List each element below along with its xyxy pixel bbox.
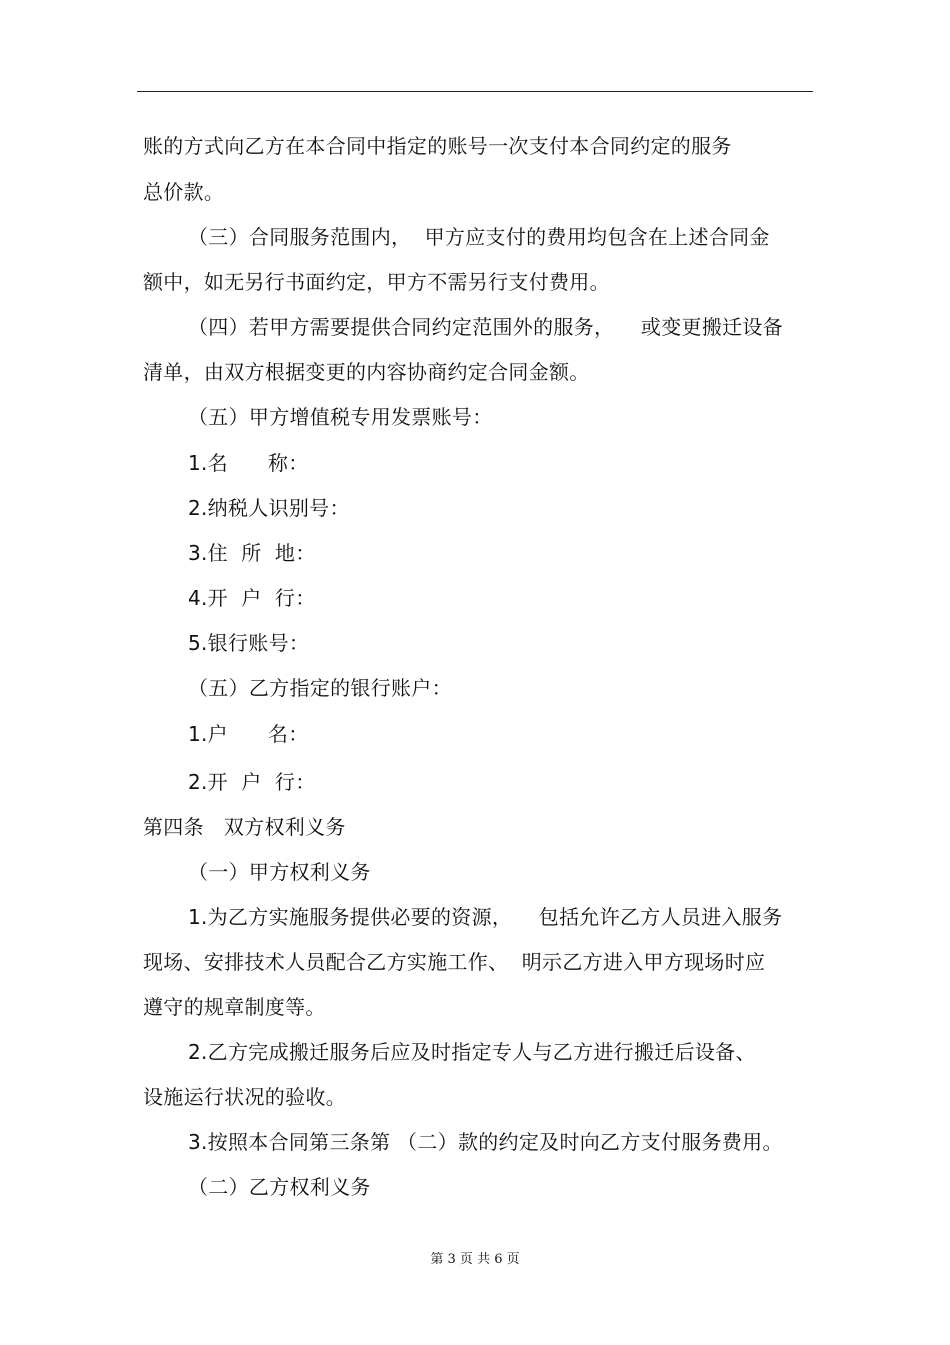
clause-4-line-2: 清单，由双方根据变更的内容协商约定合同金额。 — [143, 360, 590, 384]
invoice-name-field: 1.名 称： — [188, 451, 309, 475]
clause-4-line-1: （四）若甲方需要提供合同约定范围外的服务， 或变更搬迁设备 — [188, 315, 784, 339]
party-a-item-1-line-2: 现场、安排技术人员配合乙方实施工作、 明示乙方进入甲方现场时应 — [143, 950, 766, 974]
party-a-item-2-line-2: 设施运行状况的验收。 — [143, 1085, 346, 1109]
party-a-heading: （一）甲方权利义务 — [188, 860, 371, 884]
party-b-heading: （二）乙方权利义务 — [188, 1175, 371, 1199]
page-footer: 第 3 页 共 6 页 — [430, 1252, 520, 1267]
clause-3-line-1: （三）合同服务范围内， 甲方应支付的费用均包含在上述合同金 — [188, 225, 770, 249]
invoice-address-field: 3.住 所 地： — [188, 541, 316, 565]
invoice-taxpayer-id-field: 2.纳税人识别号： — [188, 496, 350, 520]
account-name-field: 1.户 名： — [188, 722, 309, 746]
account-bank-field: 2.开 户 行： — [188, 770, 316, 794]
clause-3-line-2: 额中，如无另行书面约定，甲方不需另行支付费用。 — [143, 270, 610, 294]
clause-5b-heading: （五）乙方指定的银行账户： — [188, 676, 452, 700]
party-a-item-1-line-3: 遵守的规章制度等。 — [143, 995, 326, 1019]
body-line-2: 总价款。 — [143, 180, 225, 204]
party-a-item-1-line-1: 1.为乙方实施服务提供必要的资源， 包括允许乙方人员进入服务 — [188, 905, 783, 929]
invoice-bank-field: 4.开 户 行： — [188, 586, 316, 610]
article-4-heading: 第四条 双方权利义务 — [143, 815, 346, 839]
header-rule — [137, 91, 813, 92]
body-line-1: 账的方式向乙方在本合同中指定的账号一次支付本合同约定的服务 — [143, 134, 732, 158]
party-a-item-3: 3.按照本合同第三条第 （二）款的约定及时向乙方支付服务费用。 — [188, 1130, 783, 1154]
invoice-account-field: 5.银行账号： — [188, 631, 310, 655]
clause-5-heading: （五）甲方增值税专用发票账号： — [188, 405, 493, 429]
party-a-item-2-line-1: 2.乙方完成搬迁服务后应及时指定专人与乙方进行搬迁后设备、 — [188, 1040, 756, 1064]
